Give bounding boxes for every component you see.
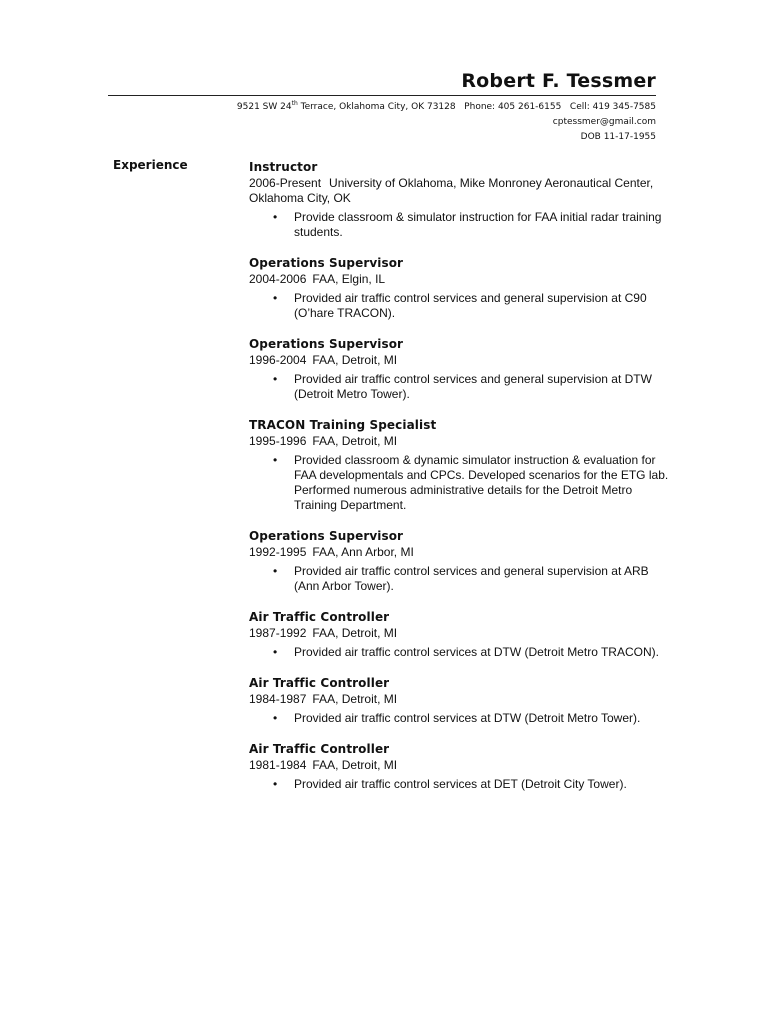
job-entry	[249, 527, 669, 594]
job-bullets	[249, 777, 669, 792]
bullet-icon: •	[273, 711, 278, 725]
contact-block	[237, 100, 656, 145]
job-meta	[249, 758, 669, 773]
job-place: FAA, Detroit, MI	[312, 758, 398, 772]
job-meta	[249, 176, 669, 206]
job-entry	[249, 674, 669, 726]
address-line	[237, 100, 656, 115]
experience-section-label: Experience	[113, 158, 188, 172]
job-bullet-text: Provided classroom & dynamic simulator instruction & evaluation for FAA developmentals and CPCs. Developed scenarios for the ETG lab. Performed numerous administrative details for the Detroit Metro Training Department.	[294, 453, 669, 512]
resume-name: Robert F. Tessmer	[461, 70, 656, 92]
address-street: 9521 SW 24	[236, 102, 292, 112]
job-bullets	[249, 453, 669, 513]
experience-list	[249, 158, 669, 802]
job-place: FAA, Ann Arbor, MI	[312, 545, 414, 559]
bullet-icon: •	[273, 777, 278, 791]
job-title: Operations Supervisor	[249, 529, 404, 543]
job-bullet-text: Provided air traffic control services at DET (Detroit City Tower).	[294, 777, 627, 791]
job-meta	[249, 434, 669, 449]
job-dates: 1987-1992	[249, 626, 307, 640]
job-dates: 2006-Present	[249, 176, 322, 190]
job-entry	[249, 416, 669, 513]
job-bullet-text: Provided air traffic control services and general supervision at DTW (Detroit Metro Tower).	[294, 372, 652, 401]
job-bullet	[249, 210, 669, 240]
bullet-icon: •	[273, 291, 278, 305]
job-meta	[249, 272, 669, 287]
job-bullet	[249, 372, 669, 402]
email-line: cptessmer@gmail.com	[552, 117, 656, 127]
job-bullet-text: Provided air traffic control services at DTW (Detroit Metro Tower).	[294, 711, 641, 725]
job-title: Operations Supervisor	[249, 256, 404, 270]
job-bullets	[249, 564, 669, 594]
job-bullet-text: Provided air traffic control services and general supervision at C90 (O’hare TRACON).	[294, 291, 647, 320]
job-entry	[249, 740, 669, 792]
job-dates: 2004-2006	[249, 272, 307, 286]
job-bullets	[249, 645, 669, 660]
job-title: Instructor	[249, 160, 318, 174]
job-place: FAA, Detroit, MI	[312, 434, 398, 448]
job-meta	[249, 692, 669, 707]
job-dates: 1981-1984	[249, 758, 307, 772]
job-title: TRACON Training Specialist	[249, 418, 437, 432]
bullet-icon: •	[273, 210, 278, 224]
job-bullet	[249, 711, 669, 726]
job-bullets	[249, 210, 669, 240]
bullet-icon: •	[273, 453, 278, 467]
job-entry	[249, 254, 669, 321]
address-rest: Terrace, Oklahoma City, OK 73128 Phone: 405 261-6155 Cell: 419 345-7585	[297, 102, 656, 112]
job-dates: 1996-2004	[249, 353, 307, 367]
job-bullet-text: Provide classroom & simulator instruction for FAA initial radar training students.	[294, 210, 662, 239]
bullet-icon: •	[273, 564, 278, 578]
job-meta	[249, 545, 669, 560]
job-place: FAA, Elgin, IL	[312, 272, 386, 286]
job-meta	[249, 626, 669, 641]
bullet-icon: •	[273, 645, 278, 659]
job-title: Operations Supervisor	[249, 337, 404, 351]
job-place: University of Oklahoma, Mike Monroney Aeronautical Center, Oklahoma City, OK	[249, 176, 654, 205]
job-bullet	[249, 564, 669, 594]
job-bullet	[249, 645, 669, 660]
job-bullet	[249, 291, 669, 321]
job-place: FAA, Detroit, MI	[312, 626, 398, 640]
job-title: Air Traffic Controller	[249, 610, 390, 624]
job-dates: 1995-1996	[249, 434, 307, 448]
address-suffix: th	[291, 100, 298, 107]
dob-line: DOB 11-17-1955	[580, 132, 656, 142]
job-bullet	[249, 453, 669, 513]
job-entry	[249, 608, 669, 660]
job-entry	[249, 158, 669, 240]
job-place: FAA, Detroit, MI	[312, 692, 398, 706]
header-divider	[108, 95, 656, 96]
job-dates: 1992-1995	[249, 545, 307, 559]
job-dates: 1984-1987	[249, 692, 307, 706]
job-meta	[249, 353, 669, 368]
job-place: FAA, Detroit, MI	[312, 353, 398, 367]
job-title: Air Traffic Controller	[249, 742, 390, 756]
job-entry	[249, 335, 669, 402]
job-bullet	[249, 777, 669, 792]
job-bullet-text: Provided air traffic control services and general supervision at ARB (Ann Arbor Tower).	[294, 564, 649, 593]
job-bullets	[249, 291, 669, 321]
job-bullet-text: Provided air traffic control services at DTW (Detroit Metro TRACON).	[294, 645, 659, 659]
job-title: Air Traffic Controller	[249, 676, 390, 690]
job-bullets	[249, 711, 669, 726]
job-bullets	[249, 372, 669, 402]
bullet-icon: •	[273, 372, 278, 386]
